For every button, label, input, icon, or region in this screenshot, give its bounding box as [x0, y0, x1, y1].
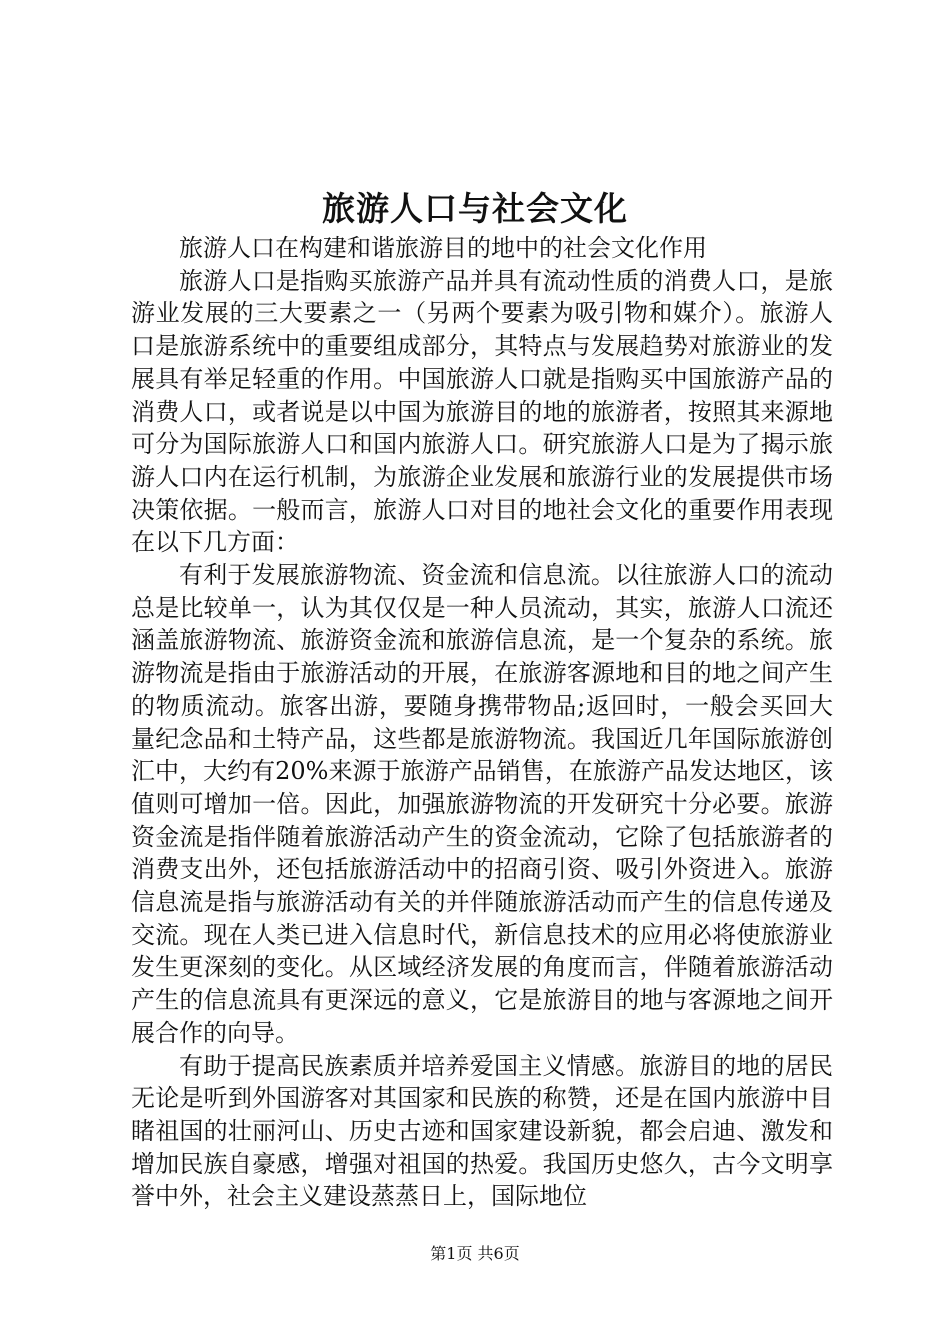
document-body	[131, 232, 833, 1213]
paragraph-subtitle: 旅游人口在构建和谐旅游目的地中的社会文化作用	[179, 234, 707, 262]
paragraph: 有助于提高民族素质并培养爱国主义情感。旅游目的地的居民无论是听到外国游客对其国家和民族的称赞，还是在国内旅游中目睹祖国的壮丽河山、历史古迹和国家建设新貌，都会启迪、激发和增加民族自豪感，增强对祖国的热爱。我国历史悠久，古今文明享誉中外，社会主义建设蒸蒸日上，国际地位	[131, 1051, 833, 1211]
document-title: 旅游人口与社会文化	[322, 189, 628, 228]
paragraph: 有利于发展旅游物流、资金流和信息流。以往旅游人口的流动总是比较单一，认为其仅仅是一种人员流动，其实，旅游人口流还涵盖旅游物流、旅游资金流和旅游信息流，是一个复杂的系统。旅游物流是指由于旅游活动的开展，在旅游客源地和目的地之间产生的物质流动。旅客出游，要随身携带物品;返回时，一般会买回大量纪念品和土特产品，这些都是旅游物流。我国近几年国际旅游创汇中，大约有20%来源于旅游产品销售，在旅游产品发达地区，该值则可增加一倍。因此，加强旅游物流的开发研究十分必要。旅游资金流是指伴随着旅游活动产生的资金流动，它除了包括旅游者的消费支出外，还包括旅游活动中的招商引资、吸引外资进入。旅游信息流是指与旅游活动有关的并伴随旅游活动而产生的信息传递及交流。现在人类已进入信息时代，新信息技术的应用必将使旅游业发生更深刻的变化。从区域经济发展的角度而言，伴随着旅游活动产生的信息流具有更深远的意义，它是旅游目的地与客源地之间开展合作的向导。	[131, 561, 833, 1047]
paragraph: 旅游人口是指购买旅游产品并具有流动性质的消费人口，是旅游业发展的三大要素之一（另两个要素为吸引物和媒介）。旅游人口是旅游系统中的重要组成部分，其特点与发展趋势对旅游业的发展具有举足轻重的作用。中国旅游人口就是指购买中国旅游产品的消费人口，或者说是以中国为旅游目的地的旅游者，按照其来源地可分为国际旅游人口和国内旅游人口。研究旅游人口是为了揭示旅游人口内在运行机制，为旅游企业发展和旅游行业的发展提供市场决策依据。一般而言，旅游人口对目的地社会文化的重要作用表现在以下几方面：	[131, 266, 833, 557]
page-footer: 第1页 共6页	[430, 1244, 520, 1263]
